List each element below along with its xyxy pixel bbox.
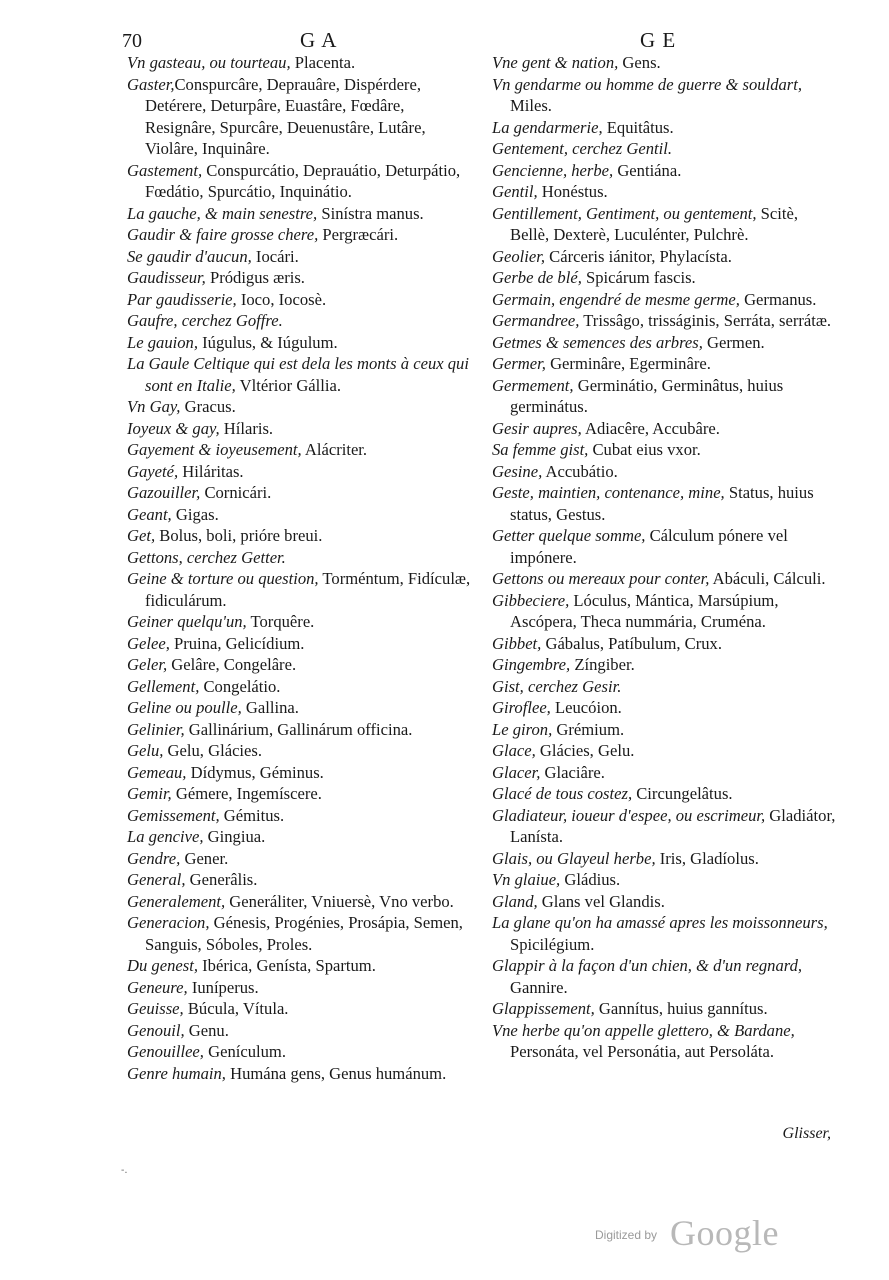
entry-french: Getter quelque somme, — [492, 526, 646, 545]
entry-latin: Cárceris iánitor, Phylacísta. — [545, 246, 732, 266]
dictionary-entry — [492, 332, 837, 354]
entry-latin: Glaciâre. — [540, 762, 605, 782]
entry-french: Glace, — [492, 741, 536, 760]
entry-latin: Cálculum pónere vel impónere. — [510, 526, 788, 567]
entry-latin: Alácriter. — [301, 440, 368, 459]
entry-french: Germer, — [492, 354, 546, 373]
entry-french: Gaster, — [127, 74, 175, 94]
entry-french: Geolier, — [492, 246, 545, 266]
entry-french: Gayement & ioyeusement, — [127, 440, 302, 459]
entry-latin: Lóculus, Mántica, Marsúpium, Ascópera, Theca nummária, Cruména. — [510, 590, 779, 631]
dictionary-entry — [492, 482, 837, 525]
dictionary-entry — [127, 633, 472, 655]
dictionary-entry — [127, 955, 472, 977]
entry-french: Germement, — [492, 375, 574, 395]
entry-latin: Congelátio. — [199, 676, 281, 696]
entry-french: Sa femme gist, — [492, 440, 589, 459]
entry-latin: Génesis, Progénies, Prosápia, Semen, Sanguis, Sóboles, Proles. — [145, 913, 463, 954]
right-running-head: G E — [640, 28, 677, 52]
entry-latin: Glácies, Gelu. — [535, 741, 635, 760]
entry-french: Le gauion, — [127, 332, 198, 352]
dictionary-entry — [492, 676, 837, 698]
entry-french: General, — [127, 870, 186, 889]
entry-french: Gaudir & faire grosse chere, — [127, 225, 319, 244]
entry-french: Generacion, — [127, 913, 210, 932]
entry-latin: Generáliter, Vniuersè, Vno verbo. — [225, 891, 454, 911]
dictionary-entry — [492, 203, 837, 246]
dictionary-entry — [492, 955, 837, 998]
entry-french: Glappissement, — [492, 999, 595, 1018]
google-watermark: Google — [670, 1213, 779, 1253]
dictionary-entry — [127, 52, 472, 74]
entry-french: Gladiateur, ioueur d'espee, ou escrimeur, — [492, 805, 766, 825]
dictionary-entry — [492, 805, 837, 848]
dictionary-entry — [127, 1063, 472, 1085]
dictionary-entry — [492, 418, 837, 440]
entry-latin: Generâlis. — [185, 870, 258, 889]
entry-french: Gastement, — [127, 160, 203, 180]
entry-latin: Gládius. — [560, 870, 621, 889]
dictionary-entry — [127, 826, 472, 848]
entry-french: Gendre, — [127, 848, 181, 868]
entry-french: Gibbet, — [492, 633, 542, 653]
entry-french: Germandree, — [492, 311, 580, 330]
dictionary-entry — [127, 525, 472, 547]
dictionary-entry — [127, 912, 472, 955]
entry-french: Germain, engendré de mesme germe, — [492, 289, 740, 309]
entry-french: Gemeau, — [127, 762, 187, 782]
dictionary-entry — [492, 310, 837, 332]
entry-french: Gland, — [492, 891, 538, 911]
entry-latin: Genu. — [184, 1020, 229, 1040]
entry-latin: Cornicári. — [200, 483, 272, 502]
dictionary-entry — [127, 160, 472, 203]
entry-latin: Gannire. — [510, 977, 568, 997]
entry-french: Gelu, — [127, 741, 164, 760]
entry-latin: Dídymus, Géminus. — [186, 762, 324, 782]
entry-latin: Scitè, Bellè, Dexterè, Luculénter, Pulchrè. — [510, 203, 798, 244]
dictionary-entry — [127, 719, 472, 741]
entry-french: Get, — [127, 526, 156, 545]
entry-french: Genre humain, — [127, 1063, 226, 1083]
dictionary-entry — [492, 461, 837, 483]
dictionary-entry — [492, 740, 837, 762]
entry-latin: Spicilégium. — [510, 934, 595, 954]
entry-latin: Gracus. — [180, 397, 236, 416]
entry-latin: Leucóion. — [550, 698, 622, 717]
entry-latin: Accubátio. — [542, 461, 618, 481]
dictionary-entry — [492, 697, 837, 719]
dictionary-entry — [127, 611, 472, 633]
dictionary-entry — [127, 353, 472, 396]
entry-french: Gettons, cerchez Getter. — [127, 547, 286, 567]
dictionary-entry — [492, 267, 837, 289]
entry-french: Se gaudir d'aucun, — [127, 246, 252, 266]
dictionary-entry — [492, 654, 837, 676]
entry-latin: Honéstus. — [537, 182, 608, 201]
entry-french: Glacer, — [492, 762, 541, 782]
entry-latin: Gelâre, Congelâre. — [167, 655, 297, 674]
entry-french: Giroflee, — [492, 698, 551, 717]
catchword: Glisser, — [782, 1125, 831, 1142]
entry-latin: Pergræcári. — [318, 225, 399, 244]
dictionary-entry — [127, 203, 472, 225]
entry-latin: Gentiána. — [613, 160, 682, 180]
dictionary-entry — [492, 439, 837, 461]
entry-latin: Vltérior Gállia. — [235, 375, 342, 395]
entry-latin: Gigas. — [171, 504, 219, 524]
dictionary-entry — [127, 418, 472, 440]
entry-french: Gesir aupres, — [492, 418, 582, 438]
entry-latin: Spicárum fascis. — [581, 268, 696, 287]
entry-latin: Bolus, boli, prióre breui. — [155, 526, 323, 545]
entry-latin: Circungelâtus. — [632, 784, 733, 803]
entry-french: Gemir, — [127, 784, 172, 803]
entry-latin: Adiacêre, Accubâre. — [581, 418, 720, 438]
entry-french: Gentement, cerchez Gentil. — [492, 139, 673, 158]
entry-french: La gencive, — [127, 827, 204, 846]
entry-french: Vn gasteau, ou tourteau, — [127, 53, 291, 72]
entry-french: Gerbe de blé, — [492, 268, 582, 287]
entry-french: Ioyeux & gay, — [127, 418, 220, 438]
entry-french: Vn gendarme ou homme de guerre & souldart, — [492, 74, 803, 94]
entry-latin: Grémium. — [552, 719, 625, 739]
entry-french: Le giron, — [492, 719, 553, 739]
entry-latin: Conspurcâre, Deprauâre, Dispérdere, Detérere, Deturpâre, Euastâre, Fœdâre, Resignâre, Spurcâre, Deuenustâre, Lutâre, Violâre, Inquinâre. — [145, 74, 426, 158]
dictionary-entry — [492, 1020, 837, 1063]
entry-french: Geuisse, — [127, 999, 184, 1018]
entry-latin: Miles. — [510, 96, 552, 115]
entry-latin: Conspurcátio, Deprauátio, Deturpátio, Fœdátio, Spurcátio, Inquinátio. — [145, 160, 461, 201]
entry-latin: Trissâgo, trisságinis, Serráta, serrátæ. — [579, 311, 832, 330]
entry-french: Par gaudisserie, — [127, 289, 237, 309]
entry-french: Gellement, — [127, 676, 200, 696]
entry-french: Genouil, — [127, 1020, 185, 1040]
dictionary-entry — [127, 267, 472, 289]
entry-french: La gendarmerie, — [492, 117, 603, 137]
entry-french: Gibbeciere, — [492, 590, 570, 610]
entry-french: Vne gent & nation, — [492, 53, 619, 72]
dictionary-entry — [492, 869, 837, 891]
entry-french: Geiner quelqu'un, — [127, 612, 247, 631]
dictionary-entry — [492, 525, 837, 568]
left-column — [127, 52, 472, 1084]
entry-latin: Ibérica, Genísta, Spartum. — [197, 956, 376, 975]
entry-latin: Gallina. — [241, 698, 299, 717]
dictionary-entry — [127, 783, 472, 805]
entry-latin: Genículum. — [203, 1042, 286, 1061]
entry-latin: Torquêre. — [246, 612, 315, 631]
entry-latin: Iuníperus. — [187, 977, 259, 997]
dictionary-entry — [127, 568, 472, 611]
entry-latin: Iocári. — [251, 246, 299, 266]
dictionary-entry — [492, 891, 837, 913]
right-column — [492, 52, 837, 1063]
dictionary-entry — [492, 289, 837, 311]
dictionary-entry — [127, 439, 472, 461]
entry-latin: Gémere, Ingemíscere. — [171, 784, 322, 803]
dictionary-entry — [127, 740, 472, 762]
dictionary-entry — [492, 762, 837, 784]
dictionary-entry — [492, 998, 837, 1020]
entry-french: Geline ou poulle, — [127, 698, 242, 717]
entry-latin: Hiláritas. — [178, 461, 244, 481]
dictionary-entry — [492, 375, 837, 418]
dictionary-entry — [492, 590, 837, 633]
entry-french: Gentil, — [492, 182, 538, 201]
page-number: 70 — [122, 30, 142, 52]
dictionary-entry — [127, 762, 472, 784]
entry-latin: Status, huius status, Gestus. — [510, 483, 814, 524]
entry-french: Gencienne, herbe, — [492, 160, 614, 180]
digitized-by-label: Digitized by — [595, 1228, 658, 1242]
dictionary-entry — [127, 848, 472, 870]
entry-french: Gettons ou mereaux pour conter, — [492, 569, 710, 588]
entry-latin: Germen. — [702, 332, 765, 352]
dictionary-entry — [492, 633, 837, 655]
entry-french: Getmes & semences des arbres, — [492, 332, 703, 352]
entry-latin: Búcula, Vítula. — [183, 999, 289, 1018]
dictionary-entry — [492, 74, 837, 117]
entry-french: Vn Gay, — [127, 397, 181, 416]
dictionary-entry — [127, 805, 472, 827]
entry-french: Glappir à la façon d'un chien, & d'un regnard, — [492, 956, 803, 975]
entry-french: Du genest, — [127, 956, 198, 975]
dictionary-entry — [127, 977, 472, 999]
dictionary-entry — [127, 547, 472, 569]
dictionary-entry — [127, 504, 472, 526]
entry-latin: Equitâtus. — [602, 117, 674, 137]
entry-french: Gaufre, cerchez Goffre. — [127, 311, 283, 330]
entry-latin: Ioco, Iocosè. — [236, 289, 327, 309]
dictionary-entry — [127, 396, 472, 418]
entry-latin: Sinístra manus. — [317, 203, 424, 223]
entry-french: La glane qu'on ha amassé apres les moissonneurs, — [492, 913, 828, 932]
entry-latin: Germinátio, Germinâtus, huius germinátus. — [510, 375, 784, 416]
entry-french: Vne herbe qu'on appelle glettero, & Bardane, — [492, 1020, 795, 1040]
dictionary-entry — [492, 353, 837, 375]
entry-latin: Pruina, Gelicídium. — [169, 633, 305, 653]
entry-latin: Iris, Gladíolus. — [655, 848, 759, 868]
entry-latin: Glans vel Glandis. — [537, 891, 665, 911]
dictionary-entry — [127, 289, 472, 311]
dictionary-entry — [492, 181, 837, 203]
entry-french: Gaudisseur, — [127, 268, 206, 287]
entry-latin: Gallinárium, Gallinárum officina. — [184, 719, 413, 739]
entry-french: Geler, — [127, 655, 168, 674]
dictionary-entry — [492, 848, 837, 870]
dictionary-entry — [127, 676, 472, 698]
entry-french: Geant, — [127, 504, 172, 524]
dictionary-entry — [127, 869, 472, 891]
entry-latin: Gábalus, Patíbulum, Crux. — [541, 633, 722, 653]
entry-french: Gist, cerchez Gesir. — [492, 676, 622, 696]
entry-french: Generalement, — [127, 891, 226, 911]
dictionary-entry — [492, 568, 837, 590]
dictionary-entry — [127, 998, 472, 1020]
dictionary-entry — [492, 246, 837, 268]
dictionary-entry — [492, 783, 837, 805]
dictionary-entry — [127, 482, 472, 504]
entry-latin: Pródigus æris. — [205, 268, 305, 287]
dictionary-entry — [492, 719, 837, 741]
entry-french: Glais, ou Glayeul herbe, — [492, 848, 656, 868]
entry-latin: Gelu, Glácies. — [163, 741, 263, 760]
entry-french: La Gaule Celtique qui est dela les monts à ceux qui sont en Italie, — [127, 354, 469, 395]
entry-french: Genouillee, — [127, 1042, 204, 1061]
entry-french: Glacé de tous costez, — [492, 784, 633, 803]
entry-latin: Abáculi, Cálculi. — [709, 569, 826, 588]
entry-latin: Cubat eius vxor. — [588, 440, 701, 459]
entry-latin: Germanus. — [739, 289, 817, 309]
dictionary-entry — [127, 246, 472, 268]
entry-latin: Placenta. — [290, 53, 356, 72]
dictionary-entry — [127, 891, 472, 913]
dictionary-entry — [492, 117, 837, 139]
dictionary-entry — [127, 74, 472, 160]
dictionary-entry — [492, 52, 837, 74]
entry-latin: Germinâre, Egerminâre. — [545, 354, 711, 373]
dictionary-entry — [127, 224, 472, 246]
dictionary-entry — [127, 654, 472, 676]
entry-french: La gauche, & main senestre, — [127, 203, 318, 223]
entry-french: Gelinier, — [127, 719, 185, 739]
entry-latin: Personáta, vel Personátia, aut Persoláta. — [510, 1042, 775, 1061]
entry-french: Geste, maintien, contenance, mine, — [492, 483, 725, 502]
entry-french: Gayeté, — [127, 461, 179, 481]
entry-latin: Hílaris. — [219, 418, 274, 438]
entry-latin: Gener. — [180, 848, 229, 868]
dictionary-entry — [492, 138, 837, 160]
entry-french: Vn glaiue, — [492, 870, 561, 889]
entry-latin: Gémitus. — [219, 805, 285, 825]
entry-french: Gesine, — [492, 461, 543, 481]
left-running-head: G A — [300, 28, 338, 52]
entry-latin: Gingiua. — [203, 827, 266, 846]
entry-french: Gingembre, — [492, 655, 571, 674]
entry-latin: Gladiátor, Lanísta. — [510, 805, 836, 846]
entry-latin: Iúgulus, & Iúgulum. — [198, 332, 338, 352]
dictionary-entry — [127, 1020, 472, 1042]
entry-french: Gelee, — [127, 633, 170, 653]
entry-french: Geneure, — [127, 977, 188, 997]
entry-latin: Humána gens, Genus humánum. — [225, 1063, 447, 1083]
entry-french: Gazouiller, — [127, 483, 201, 502]
entry-latin: Zíngiber. — [570, 655, 635, 674]
margin-mark: -. — [121, 1165, 128, 1176]
dictionary-entry — [127, 332, 472, 354]
dictionary-entry — [492, 160, 837, 182]
entry-latin: Gannítus, huius gannítus. — [594, 999, 768, 1018]
entry-french: Geine & torture ou question, — [127, 569, 319, 588]
dictionary-entry — [127, 697, 472, 719]
entry-latin: Gens. — [618, 53, 661, 72]
dictionary-entry — [127, 461, 472, 483]
dictionary-entry — [127, 1041, 472, 1063]
entry-latin: Torméntum, Fidículæ, fidiculárum. — [145, 569, 471, 610]
entry-french: Gemissement, — [127, 805, 220, 825]
entry-french: Gentillement, Gentiment, ou gentement, — [492, 203, 757, 223]
dictionary-entry — [127, 310, 472, 332]
dictionary-entry — [492, 912, 837, 955]
